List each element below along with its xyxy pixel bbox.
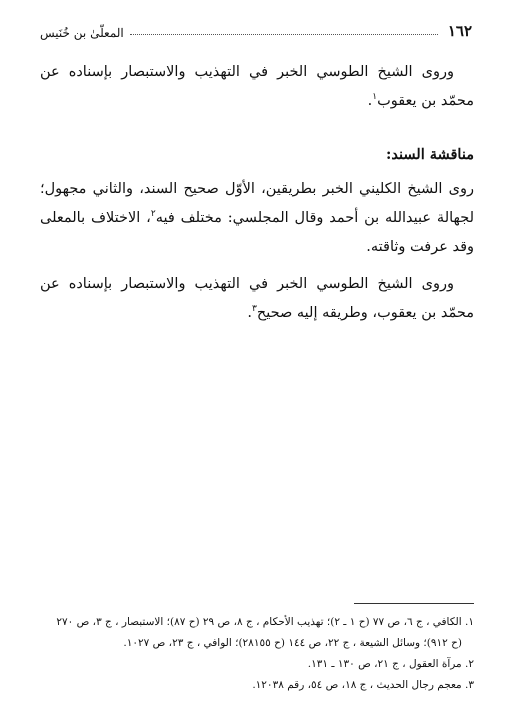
footnote-3: ٣. معجم رجال الحديث ، ج ١٨، ص ٥٤، رقم ١٢٠٣٨. bbox=[252, 679, 474, 691]
footnote-1-line-1: ١. الكافي ، ج ٦، ص ٧٧ (ح ١ ـ ٢)؛ تهذيب الأحكام ، ج ٨، ص ٢٩ (ح ٨٧)؛ الاستبصار ، ج ٣، ص ٢٧٠ bbox=[56, 616, 474, 628]
footnote-2: ٢. مرآة العقول ، ج ٢١، ص ١٣٠ ـ ١٣١. bbox=[307, 658, 474, 670]
paragraph-1 bbox=[40, 58, 474, 116]
paragraph-3-text: وروى الشيخ الطوسي الخبر في التهذيب والاستبصار بإسناده عن محمّد بن يعقوب، وطريقه إليه صحيح bbox=[40, 276, 474, 321]
header-dotted-leader bbox=[130, 34, 438, 35]
paragraph-2-text: روى الشيخ الكليني الخبر بطريقين، الأوّل صحيح السند، والثاني مجهول؛ لجهالة عبيدالله بن أحمد وقال المجلسي: مختلف فيه bbox=[40, 181, 474, 226]
section-heading: مناقشة السند: bbox=[386, 146, 474, 163]
main-text bbox=[40, 58, 474, 328]
footnote-separator bbox=[354, 603, 474, 604]
paragraph-2 bbox=[40, 175, 474, 262]
paragraph-1-text: وروى الشيخ الطوسي الخبر في التهذيب والاستبصار بإسناده عن محمّد بن يعقوب bbox=[40, 64, 474, 109]
footnotes bbox=[40, 612, 474, 696]
footnote-ref-3: ٣ bbox=[252, 304, 257, 315]
paragraph-3-end: . bbox=[247, 305, 253, 321]
footnote-1-line-2: (ح ٩١٢)؛ وسائل الشيعة ، ج ٢٢، ص ١٤٤ (ح ٢٨١٥٥)؛ الوافي ، ج ٢٣، ص ١٠٢٧. bbox=[123, 637, 462, 649]
page-header bbox=[40, 20, 472, 40]
running-title: المعلّىٰ بن خُنَيس bbox=[40, 26, 124, 40]
paragraph-3 bbox=[40, 270, 474, 328]
page-number: ١٦٢ bbox=[447, 22, 472, 40]
footnote-ref-1: ١ bbox=[372, 92, 378, 103]
footnote-ref-2: ٢ bbox=[150, 209, 156, 220]
paragraph-2-end: ، الاختلاف بالمعلى وقد عرفت وثاقته. bbox=[40, 210, 474, 255]
paragraph-1-end: . bbox=[367, 93, 373, 109]
